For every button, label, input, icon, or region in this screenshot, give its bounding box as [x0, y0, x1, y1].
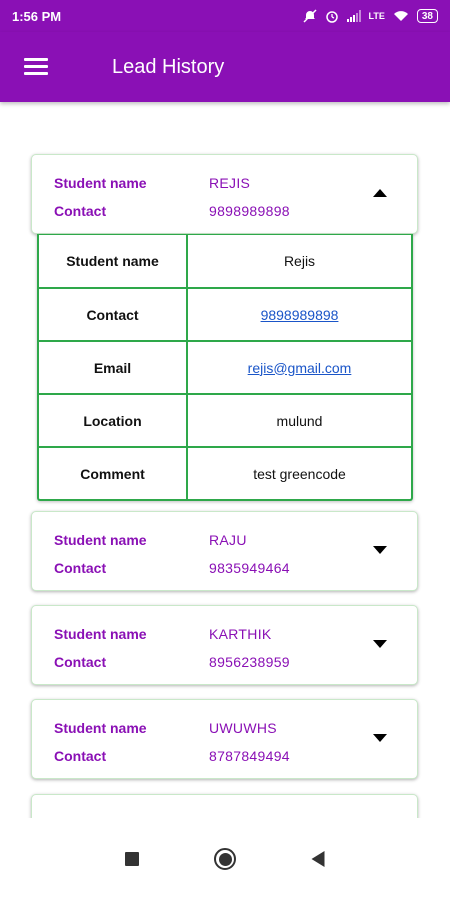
details-row — [39, 287, 411, 340]
student-name-label: Student name — [54, 175, 147, 191]
contact-value: 9898989898 — [209, 203, 290, 219]
details-row — [39, 446, 411, 499]
system-nav-bar — [0, 818, 450, 900]
contact-value: 9835949464 — [209, 560, 290, 576]
lead-card-header[interactable] — [32, 155, 417, 233]
student-name-value: KARTHIK — [209, 626, 272, 642]
expand-arrow-icon[interactable] — [373, 546, 387, 554]
details-key: Student name — [39, 235, 188, 287]
student-name-label: Student name — [54, 626, 147, 642]
page-title: Lead History — [112, 55, 225, 78]
collapse-arrow-icon[interactable] — [373, 189, 387, 197]
details-row — [39, 340, 411, 393]
status-bar — [0, 0, 450, 32]
lead-card-header[interactable] — [32, 606, 417, 684]
recents-square-icon — [125, 852, 139, 866]
student-name-value: RAJU — [209, 532, 247, 548]
contact-link[interactable]: 9898989898 — [260, 306, 339, 323]
contact-value: 8787849494 — [209, 748, 290, 764]
contact-label: Contact — [54, 748, 107, 764]
student-name-value: REJIS — [209, 175, 251, 191]
email-link[interactable]: rejis@gmail.com — [247, 359, 352, 376]
details-value: test greencode — [253, 465, 346, 482]
student-name-label: Student name — [54, 720, 147, 736]
lead-list[interactable] — [0, 102, 450, 818]
lead-card[interactable] — [31, 154, 418, 234]
student-name-value: UWUWHS — [209, 720, 277, 736]
hamburger-icon — [24, 58, 48, 76]
wifi-icon — [393, 10, 409, 22]
contact-label: Contact — [54, 654, 107, 670]
lead-details-table — [37, 234, 413, 501]
contact-value: 8956238959 — [209, 654, 290, 670]
details-row — [39, 234, 411, 287]
home-button[interactable] — [214, 848, 236, 870]
contact-label: Contact — [54, 560, 107, 576]
details-key: Location — [39, 395, 188, 446]
details-key: Comment — [39, 448, 188, 499]
mute-icon — [303, 9, 317, 23]
app-bar — [0, 32, 450, 102]
home-circle-icon — [214, 848, 236, 870]
contact-label: Contact — [54, 203, 107, 219]
network-type-label: LTE — [368, 11, 385, 21]
details-value: mulund — [276, 412, 323, 429]
battery-indicator: 38 — [417, 9, 438, 23]
alarm-icon — [325, 9, 339, 23]
details-value: Rejis — [283, 253, 316, 269]
recents-button[interactable] — [125, 852, 139, 866]
lead-card[interactable] — [31, 511, 418, 591]
details-key: Contact — [39, 289, 188, 340]
signal-icon — [347, 10, 361, 22]
back-button[interactable] — [312, 851, 325, 867]
status-time: 1:56 PM — [12, 8, 62, 24]
expand-arrow-icon[interactable] — [373, 734, 387, 742]
status-icons — [303, 9, 438, 23]
details-row — [39, 393, 411, 446]
back-triangle-icon — [312, 851, 325, 867]
menu-button[interactable] — [0, 32, 72, 102]
details-key: Email — [39, 342, 188, 393]
student-name-label: Student name — [54, 532, 147, 548]
lead-card[interactable] — [31, 699, 418, 779]
expand-arrow-icon[interactable] — [373, 640, 387, 648]
lead-card[interactable] — [31, 605, 418, 685]
lead-card-header[interactable] — [32, 512, 417, 590]
lead-card-header[interactable] — [32, 700, 417, 778]
